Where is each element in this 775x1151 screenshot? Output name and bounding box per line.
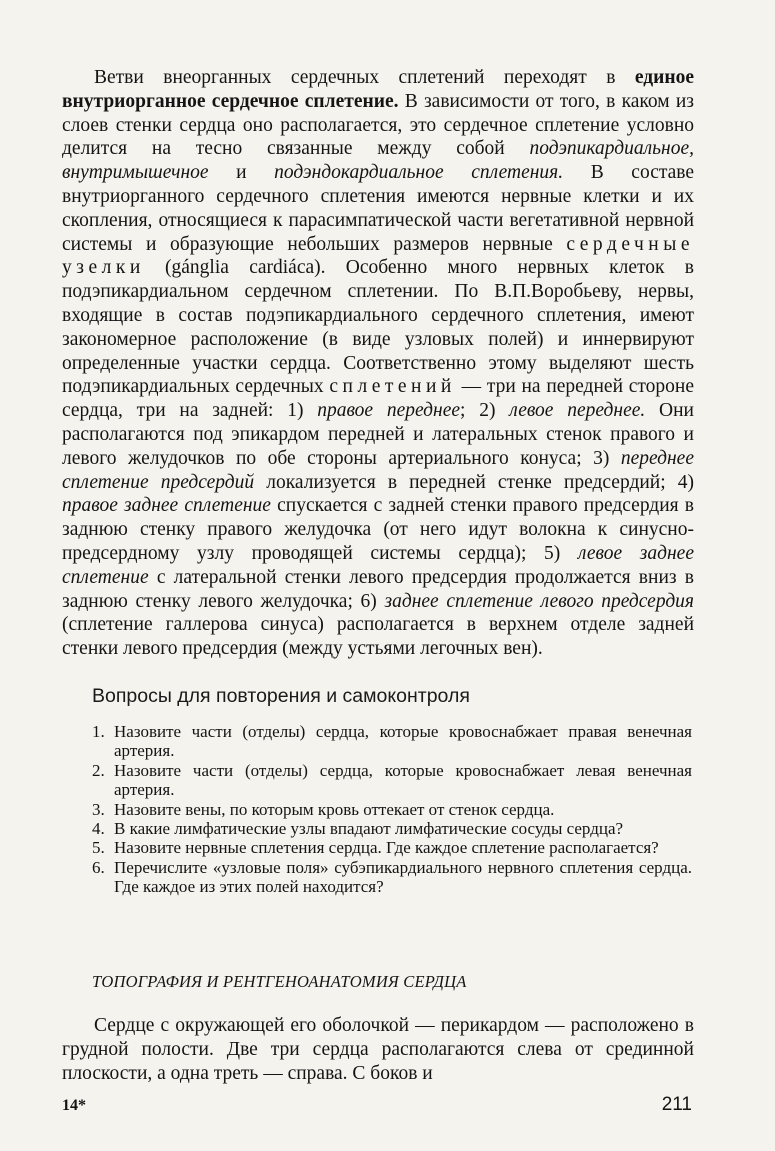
italic-term: левое заднее сплетение xyxy=(62,542,694,588)
questions-list xyxy=(92,722,692,897)
question-number: 6. xyxy=(92,857,105,877)
text-run: Ветви внеорганных сердечных сплетений переходят в xyxy=(94,67,635,88)
text-run: с латеральной стенки левого предсердия продолжается вниз в заднюю стенку левого желудочка; 6) xyxy=(62,566,694,612)
question-number: 2. xyxy=(92,760,105,780)
text-run: спускается с задней стенки правого предсердия в заднюю стенку правого желудочка (от него идут волокна к синусно-предсердному узлу проводящей системы сердца); 5) xyxy=(62,495,694,564)
text-run: В составе внутриорганного сердечного сплетения имеются нервные клетки и их скопления, относящиеся к парасимпатической части вегетативной нервной системы и образующие небольших размеров нервные xyxy=(62,162,695,255)
italic-term: заднее сплетение левого предсердия xyxy=(384,590,694,612)
question-text: Назовите части (отделы) сердца, которые кровоснабжает правая венечная артерия. xyxy=(114,722,692,761)
question-text: Перечислите «узловые поля» субэпикардиального нервного сплетения сердца. Где каждое из этих полей находится? xyxy=(114,857,692,897)
question-number: 3. xyxy=(92,799,105,819)
italic-term: левое переднее. xyxy=(509,400,646,422)
paragraph-text: Сердце с окружающей его оболочкой — перикардом — расположено в грудной полости. Две три сердца располагаются слева от срединной плоскости, а одна треть — справа. С боков и xyxy=(62,1015,694,1084)
question-item xyxy=(92,819,692,838)
question-number: 4. xyxy=(92,819,105,839)
question-item xyxy=(92,838,692,857)
bold-term: единое внутриорганное сердечное сплетение. xyxy=(62,67,694,112)
text-run: Они располагаются под эпикардом передней и латеральных стенок правого и левого желудочков по обе стороны артериального конуса; 3) xyxy=(62,400,694,469)
text-run: локализуется в передней стенке предсердий; 4) xyxy=(254,471,694,493)
spaced-term: сплетений xyxy=(329,376,456,398)
text-run: ; 2) xyxy=(460,400,510,422)
question-item xyxy=(92,858,692,897)
text-run: — три на передней стороне сердца, три на задней: 1) xyxy=(62,376,695,422)
questions-heading: Вопросы для повторения и самоконтроля xyxy=(92,685,470,707)
italic-term: подэпикардиальное, внутримышечное xyxy=(62,138,694,184)
question-item xyxy=(92,761,692,800)
question-number: 5. xyxy=(92,838,105,858)
text-run: и xyxy=(208,162,275,184)
paragraph-topography xyxy=(62,1014,694,1085)
italic-term: подэндокардиальное сплетения. xyxy=(274,162,564,184)
question-number: 1. xyxy=(92,722,105,741)
text-run: (сплетение галлерова синуса) располагается в верхнем отделе задней стенки левого предсердия (между устьями легочных вен). xyxy=(62,614,694,660)
italic-term: переднее сплетение предсердий xyxy=(62,447,694,493)
italic-term: правое переднее xyxy=(317,400,461,422)
text-run: В зависимости от того, в каком из слоев стенки сердца оно располагается, это сердечное сплетение условно делится на тесно связанные между собой xyxy=(62,90,694,160)
section-title: ТОПОГРАФИЯ И РЕНТГЕНОАНАТОМИЯ СЕРДЦА xyxy=(92,972,467,991)
question-text: В какие лимфатические узлы впадают лимфатические сосуды сердца? xyxy=(114,819,624,839)
question-item xyxy=(92,800,692,819)
paragraph-cardiac-plexus xyxy=(62,66,694,661)
page-number: 211 xyxy=(661,1094,692,1115)
question-text: Назовите нервные сплетения сердца. Где каждое сплетение располагается? xyxy=(114,838,659,858)
question-text: Назовите части (отделы) сердца, которые кровоснабжает левая венечная артерия. xyxy=(114,760,692,800)
spaced-term: сердечные узелки xyxy=(62,233,694,279)
question-item xyxy=(92,722,692,761)
text-run: (gánglia cardiáca). Особенно много нервных клеток в подэпикардиальном сердечном сплетении. По В.П.Воробьеву, нервы, входящие в состав подэпикардиального сердечного сплетения, имеют закономерное расположение (в виде узловых полей) и иннервируют определенные участки сердца. Соответственно этому выделяют шесть подэпикардиальных сердечных xyxy=(62,257,694,398)
italic-term: правое заднее сплетение xyxy=(62,495,271,517)
signature-mark: 14* xyxy=(62,1097,86,1114)
question-text: Назовите вены, по которым кровь оттекает от стенок сердца. xyxy=(114,799,555,819)
